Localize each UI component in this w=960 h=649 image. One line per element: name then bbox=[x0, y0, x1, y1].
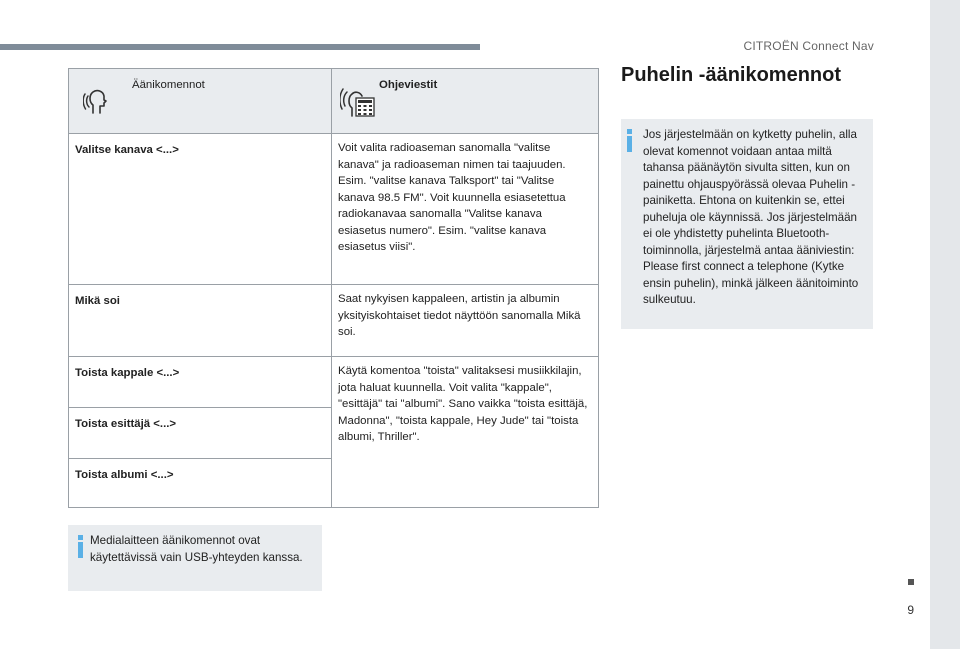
header-bar bbox=[0, 44, 480, 50]
command-cell: Toista kappale <...> bbox=[69, 357, 332, 408]
info-icon-stem bbox=[627, 136, 632, 152]
help-cell: Saat nykyisen kappaleen, artistin ja albumin yksityiskohtaiset tiedot näyttöön sanomalla Mikä soi. bbox=[332, 285, 599, 357]
section-title: Puhelin -äänikomennot bbox=[621, 64, 842, 86]
page-margin-strip bbox=[930, 0, 960, 649]
info-icon-stem bbox=[78, 542, 83, 558]
help-cell: Voit valita radioaseman sanomalla "valitse kanava" ja radioaseman nimen tai taajuuden. Esim. "valitse kanava Talksport" tai "Valitse kanava 98.5 FM". Voit kuunnella esiasetettua radiokanavaa sanomalla "Valitse kanava esiasetus numero". Esim. "valitse kanava esiasetus viisi". bbox=[332, 134, 599, 285]
voice-commands-table bbox=[68, 68, 599, 508]
page-number: 9 bbox=[907, 603, 914, 617]
media-note-text: Medialaitteen äänikomennot ovat käytettävissä vain USB-yhteyden kanssa. bbox=[90, 534, 303, 564]
brand-label: CITROËN Connect Nav bbox=[743, 39, 874, 53]
table-row bbox=[69, 285, 599, 357]
col-header-help bbox=[332, 69, 599, 134]
col-header-commands bbox=[69, 69, 332, 134]
command-cell: Mikä soi bbox=[69, 285, 332, 357]
help-cell: Käytä komentoa "toista" valitaksesi musiikkilajin, jota haluat kuunnella. Voit valita "kappale", "esittäjä" tai "albumi". Sano vaikka "toista esittäjä, Madonna", "toista kappale, Hey Jude" tai "toista albumi, Thriller". bbox=[332, 357, 599, 508]
voice-keypad-icon bbox=[340, 84, 376, 118]
table-row bbox=[69, 134, 599, 285]
table-row bbox=[69, 357, 599, 408]
media-note-box bbox=[68, 525, 322, 591]
col-header-help-label: Ohjeviestit bbox=[379, 79, 438, 91]
col-header-commands-label: Äänikomennot bbox=[132, 79, 205, 91]
command-cell: Toista albumi <...> bbox=[69, 459, 332, 508]
info-icon bbox=[627, 129, 632, 134]
command-cell: Toista esittäjä <...> bbox=[69, 408, 332, 459]
info-icon bbox=[78, 535, 83, 540]
voice-command-icon bbox=[83, 85, 115, 117]
phone-note-text: Jos järjestelmään on kytketty puhelin, alla olevat komennot voidaan antaa miltä tahansa päänäytön sivulta sitten, kun on painettu ohjauspyörässä olevaa Puhelin -painiketta. Ehtona on kuitenkin se, ettei puheluja ole käynnissä. Jos järjestelmään ei ole yhdistetty puhelinta Bluetooth-toiminnolla, järjestelmä antaa ääniviestin: Please first connect a telephone (Kytke ensin puhelin), minkä jälkeen äänitoiminto sulkeutuu. bbox=[643, 128, 859, 306]
command-cell: Valitse kanava <...> bbox=[69, 134, 332, 285]
page-marker bbox=[908, 579, 914, 585]
phone-note-box bbox=[621, 119, 873, 329]
table-header-row bbox=[69, 69, 599, 134]
